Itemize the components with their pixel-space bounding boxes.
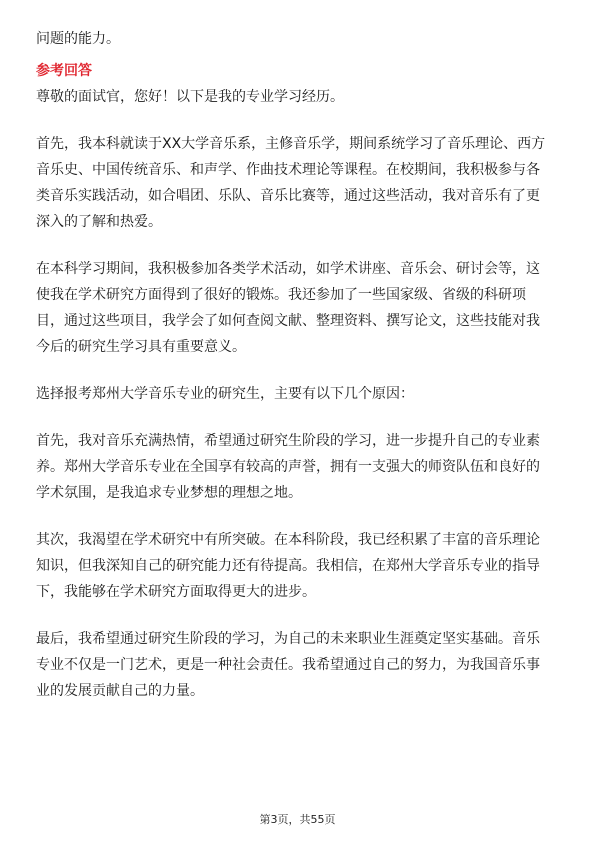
text-line: 在本科学习期间，我积极参加各类学术活动，如学术讲座、音乐会、研讨会等，这 [36, 261, 540, 277]
page-content [36, 26, 560, 704]
text-line: 选择报考郑州大学音乐专业的研究生，主要有以下几个原因： [36, 386, 414, 402]
text-line: 音乐史、中国传统音乐、和声学、作曲技术理论等课程。在校期间，我积极参与各 [36, 162, 540, 178]
text-line: 下，我能够在学术研究方面取得更大的进步。 [36, 584, 316, 600]
paragraph-greeting [36, 84, 560, 110]
text-line: 尊敬的面试官，您好！以下是我的专业学习经历。 [36, 89, 344, 105]
paragraph-reason-passion [36, 428, 560, 506]
text-line: 最后，我希望通过研究生阶段的学习，为自己的未来职业生涯奠定坚实基础。音乐 [36, 631, 540, 647]
paragraph-undergrad-study [36, 131, 560, 235]
continued-text-line: 问题的能力。 [36, 31, 120, 47]
paragraph-reason-career [36, 626, 560, 704]
text-line: 业的发展贡献自己的力量。 [36, 683, 204, 699]
section-heading: 参考回答 [36, 63, 92, 79]
text-line: 养。郑州大学音乐专业在全国享有较高的声誉，拥有一支强大的师资队伍和良好的 [36, 459, 540, 475]
text-line: 使我在学术研究方面得到了很好的锻炼。我还参加了一些国家级、省级的科研项 [36, 287, 526, 303]
text-line: 其次，我渴望在学术研究中有所突破。在本科阶段，我已经积累了丰富的音乐理论 [36, 532, 540, 548]
text-line: 深入的了解和热爱。 [36, 214, 162, 230]
text-line: 目，通过这些项目，我学会了如何查阅文献、整理资料、撰写论文，这些技能对我 [36, 313, 540, 329]
paragraph-reasons-intro [36, 381, 560, 407]
text-line: 专业不仅是一门艺术，更是一种社会责任。我希望通过自己的努力，为我国音乐事 [36, 657, 540, 673]
paragraph-academic-activities [36, 256, 560, 360]
page-number: 第3页，共55页 [259, 813, 336, 826]
text-line: 今后的研究生学习具有重要意义。 [36, 339, 246, 355]
text-line: 学术氛围，是我追求专业梦想的理想之地。 [36, 485, 302, 501]
paragraph-reason-research [36, 527, 560, 605]
text-line: 知识，但我深知自己的研究能力还有待提高。我相信，在郑州大学音乐专业的指导 [36, 558, 540, 574]
text-line: 类音乐实践活动，如合唱团、乐队、音乐比赛等，通过这些活动，我对音乐有了更 [36, 188, 540, 204]
text-line: 首先，我对音乐充满热情，希望通过研究生阶段的学习，进一步提升自己的专业素 [36, 433, 540, 449]
text-line: 首先，我本科就读于XX大学音乐系，主修音乐学，期间系统学习了音乐理论、西方 [36, 136, 546, 152]
